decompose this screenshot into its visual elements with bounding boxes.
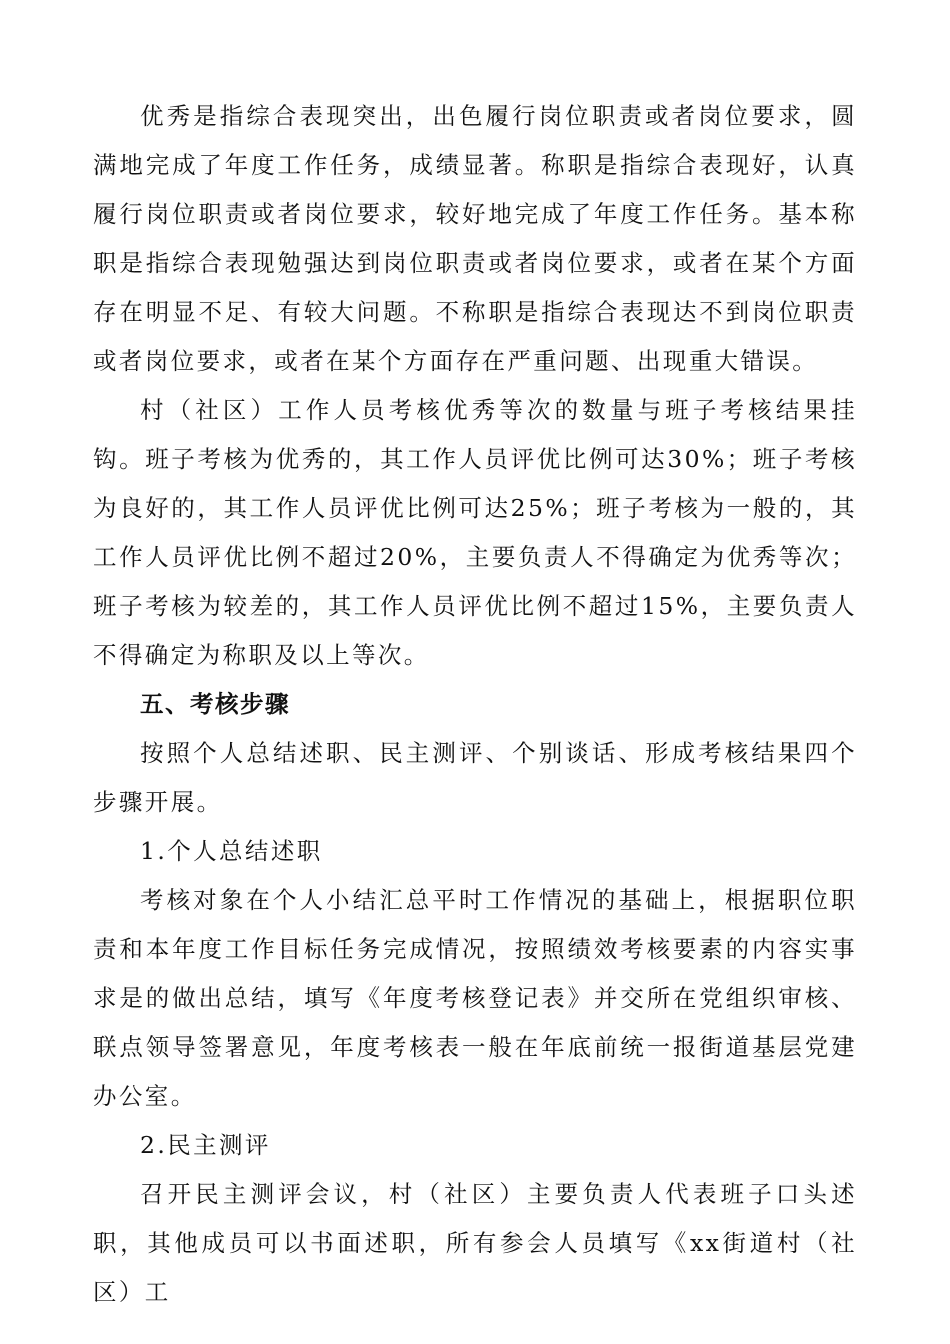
paragraph-grade-definitions: 优秀是指综合表现突出，出色履行岗位职责或者岗位要求，圆满地完成了年度工作任务，成绩显著。称职是指综合表现好，认真履行岗位职责或者岗位要求，较好地完成了年度工作任务。基本称职是指综合表现勉强达到岗位职责或者岗位要求，或者在某个方面存在明显不足、有较大问题。不称职是指综合表现达不到岗位职责或者岗位要求，或者在某个方面存在严重问题、出现重大错误。: [93, 102, 857, 375]
paragraph-democratic-evaluation: 召开民主测评会议，村（社区）主要负责人代表班子口头述职，其他成员可以书面述职，所有参会人员填写《xx街道村（社区）工: [93, 1180, 857, 1306]
document-page: [93, 92, 857, 1317]
paragraph-steps-overview: 按照个人总结述职、民主测评、个别谈话、形成考核结果四个步骤开展。: [93, 739, 857, 816]
subheading-democratic-evaluation: 2.民主测评: [140, 1131, 271, 1159]
paragraph-excellence-ratio: 村（社区）工作人员考核优秀等次的数量与班子考核结果挂钩。班子考核为优秀的，其工作人员评优比例可达30%；班子考核为良好的，其工作人员评优比例可达25%；班子考核为一般的，其工作人员评优比例不超过20%，主要负责人不得确定为优秀等次；班子考核为较差的，其工作人员评优比例不超过15%，主要负责人不得确定为称职及以上等次。: [93, 396, 857, 669]
paragraph-personal-summary: 考核对象在个人小结汇总平时工作情况的基础上，根据职位职责和本年度工作目标任务完成情况，按照绩效考核要素的内容实事求是的做出总结，填写《年度考核登记表》并交所在党组织审核、联点领导签署意见，年度考核表一般在年底前统一报街道基层党建办公室。: [93, 886, 857, 1110]
section-heading-assessment-steps: 五、考核步骤: [140, 690, 290, 718]
subheading-personal-summary: 1.个人总结述职: [140, 837, 323, 865]
